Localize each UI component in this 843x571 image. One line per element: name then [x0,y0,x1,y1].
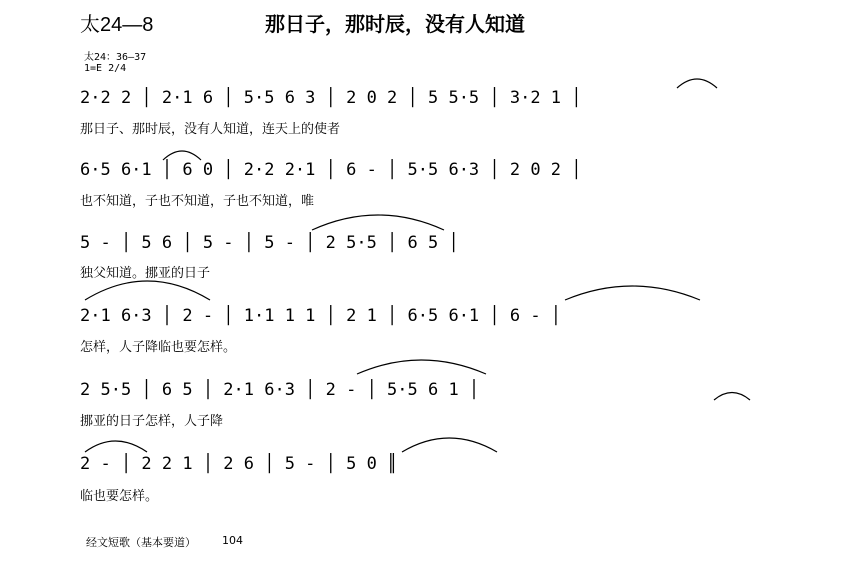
slur-arc [357,360,486,374]
notation-row-5: 2 5·5 │ 6 5 │ 2·1 6·3 │ 2 - │ 5·5 6 1 │ [80,380,480,400]
notation-row-6: 2 - │ 2 2 1 │ 2 6 │ 5 - │ 5 0 ║ [80,454,398,474]
lyric-row-5: 挪亚的日子怎样，人子降 [80,414,224,429]
lyric-row-2: 也不知道，子也不知道，子也不知道，唯 [80,194,315,209]
lyric-row-4: 怎样，人子降临也要怎样。 [80,340,237,355]
notation-row-1: 2·2 2 │ 2·1 6 │ 5·5 6 3 │ 2 0 2 │ 5 5·5 │ 3·2 1 │ [80,88,582,108]
slur-arc [677,79,717,88]
footer-page: 104 [222,534,243,547]
lyric-row-3: 独父知道。挪亚的日子 [80,266,211,281]
slur-arc [402,438,497,452]
song-title: 那日子，那时辰，没有人知道 [265,12,525,36]
lyric-row-6: 临也要怎样。 [80,489,159,504]
notation-row-2: 6·5 6·1 │ 6 0 │ 2·2 2·1 │ 6 - │ 5·5 6·3 │ 2 0 2 │ [80,160,582,180]
slur-arc [312,215,444,230]
notation-row-4: 2·1 6·3 │ 2 - │ 1·1 1 1 │ 2 1 │ 6·5 6·1 │ 6 - │ [80,306,562,326]
lyric-row-1: 那日子、那时辰，没有人知道，连天上的使者 [80,122,341,137]
song-code: 太24—8 [80,14,154,36]
slur-arc [163,151,201,160]
footer-book: 经文短歌（基本要道） [86,536,196,549]
notation-row-3: 5 - │ 5 6 │ 5 - │ 5 - │ 2 5·5 │ 6 5 │ [80,233,459,253]
scripture-reference: 太24：36—37 [84,52,147,63]
slur-arc [714,393,750,401]
slur-arc [85,441,147,452]
key-time-signature: 1=E 2/4 [84,63,127,74]
slur-arc [565,286,700,300]
slur-arc [85,281,210,300]
